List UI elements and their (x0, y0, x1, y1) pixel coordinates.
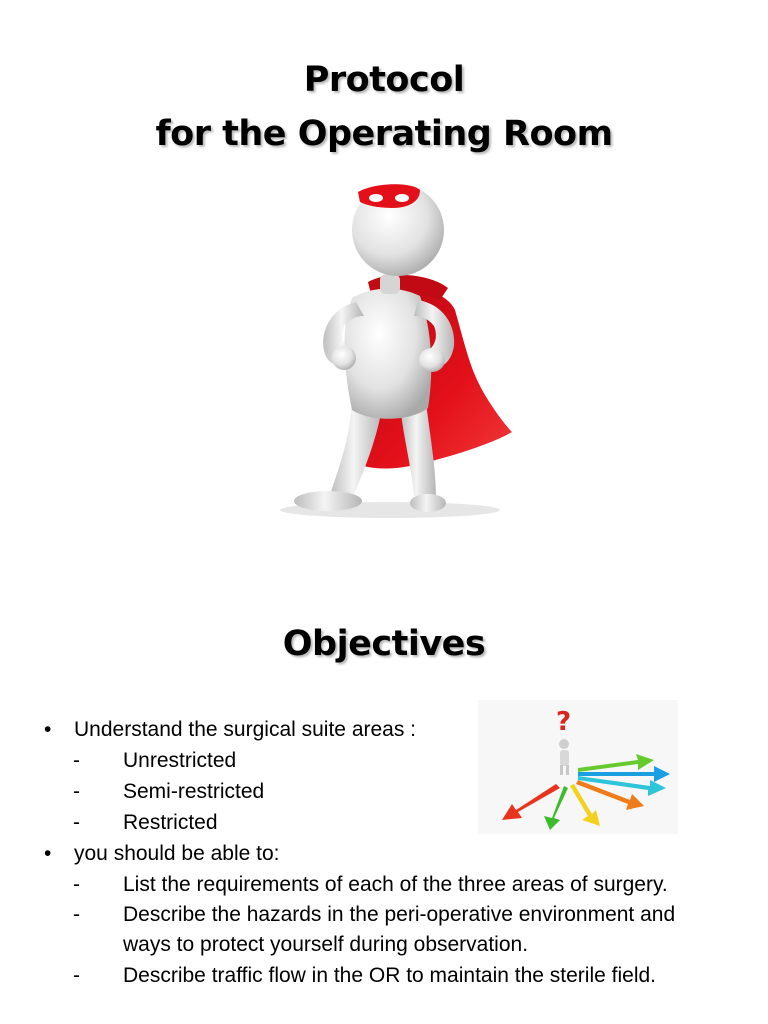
dash-marker: - (73, 903, 80, 926)
list-subitem: Restricted (123, 811, 218, 834)
objectives-slide (0, 600, 768, 1024)
list-item: Understand the surgical suite areas : (74, 718, 417, 741)
slide-title-line-2: for the Operating Room (155, 114, 613, 154)
slide-title-line-1: Protocol (303, 60, 465, 100)
objectives-title: Objectives (282, 624, 486, 664)
list-subitem-continuation: ways to protect yourself during observation. (123, 933, 529, 956)
superhero-figure-icon (280, 170, 530, 530)
bullet-marker: • (44, 718, 52, 741)
list-subitem: Semi-restricted (123, 780, 265, 803)
list-subitem: List the requirements of each of the three areas of surgery. (123, 873, 668, 896)
list-subitem: Unrestricted (123, 749, 237, 772)
dash-marker: - (73, 811, 80, 834)
list-item: you should be able to: (74, 842, 280, 865)
dash-marker: - (73, 749, 80, 772)
list-subitem: Describe traffic flow in the OR to maintain the sterile field. (123, 964, 657, 987)
list-subitem: Describe the hazards in the peri-operative environment and (123, 903, 676, 926)
svg-text:?: ? (556, 707, 572, 737)
dash-marker: - (73, 780, 80, 803)
dash-marker: - (73, 873, 80, 896)
bullet-marker: • (44, 842, 52, 865)
question-arrows-icon (478, 700, 678, 834)
dash-marker: - (73, 964, 80, 987)
